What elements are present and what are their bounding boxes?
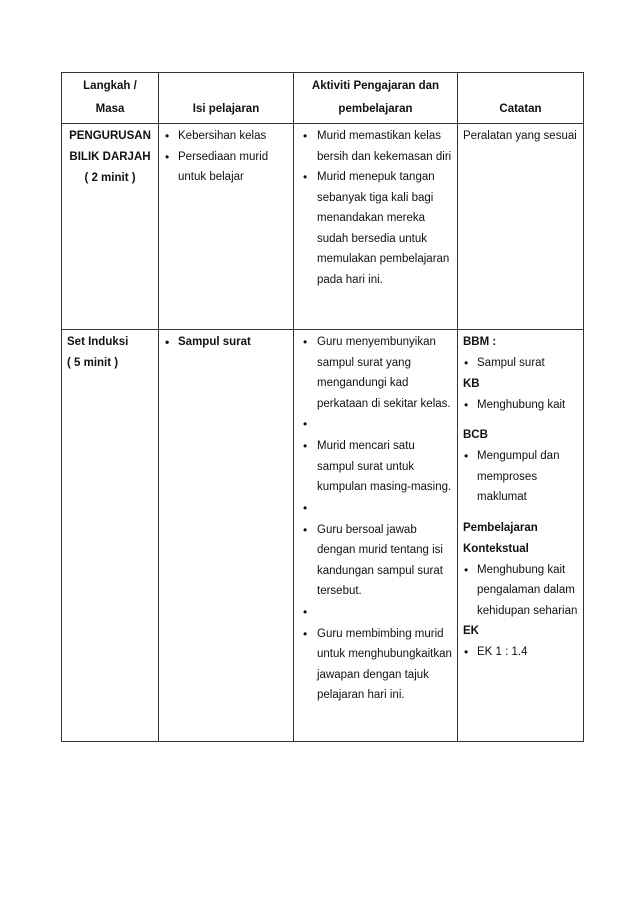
- activity-item: • Murid memastikan kelas bersih dan kekemasan diri: [299, 126, 452, 167]
- stage-duration: ( 5 minit ): [67, 357, 119, 369]
- stage-title-line1: PENGURUSAN: [69, 130, 151, 142]
- header-masa-line: Masa: [95, 103, 125, 115]
- table-row: [62, 330, 584, 742]
- content-item: • Kebersihan kelas: [164, 126, 288, 147]
- table-row: [62, 124, 584, 330]
- activity-cell: [294, 124, 458, 330]
- pk-item: • Menghubung kait pengalaman dalam kehidupan seharian: [463, 560, 578, 622]
- bbm-title: BBM :: [463, 336, 497, 348]
- header-catatan: Catatan: [458, 73, 584, 124]
- spacer: [463, 415, 578, 425]
- ek-title: EK: [463, 625, 479, 637]
- activity-item: • Murid menepuk tangan sebanyak tiga kali bagi menandakan mereka sudah bersedia untuk memulakan pembelajaran pada hari ini.: [299, 167, 452, 290]
- activity-item: • Guru bersoal jawab dengan murid tentang isi kandungan sampul surat tersebut.: [299, 520, 452, 602]
- kb-title: KB: [463, 377, 480, 390]
- notes-cell: [458, 330, 584, 742]
- activity-item: • Guru membimbing murid untuk menghubungkaitkan jawapan dengan tajuk pelajaran hari ini.: [299, 624, 452, 706]
- activity-item: • Guru menyembunyikan sampul surat yang mengandungi kad perkataan di sekitar kelas.: [299, 332, 452, 414]
- bcb-title: BCB: [463, 429, 488, 441]
- activity-cell: [294, 330, 458, 742]
- header-langkah-masa: [62, 73, 159, 124]
- pk-title-line2: Kontekstual: [463, 542, 529, 555]
- content-cell: [159, 124, 294, 330]
- stage-cell: [62, 330, 159, 742]
- notes-cell: [458, 124, 584, 330]
- lesson-plan-table: [61, 72, 584, 742]
- content-item: • Sampul surat: [164, 332, 288, 353]
- spacer: [299, 414, 452, 436]
- spacer: [299, 602, 452, 624]
- header-langkah-line: Langkah /: [83, 80, 137, 92]
- header-isi-pelajaran: Isi pelajaran: [159, 73, 294, 124]
- spacer: [299, 498, 452, 520]
- ek-item: • EK 1 : 1.4: [463, 642, 578, 663]
- bbm-item: • Sampul surat: [463, 353, 578, 374]
- header-aktiviti-line2: pembelajaran: [338, 103, 413, 115]
- stage-title: Set Induksi: [67, 336, 129, 348]
- content-cell: [159, 330, 294, 742]
- table-header-row: [62, 73, 584, 124]
- stage-title-line2: BILIK DARJAH: [69, 151, 151, 163]
- stage-duration: ( 2 minit ): [84, 172, 136, 184]
- header-aktiviti-line1: Aktiviti Pengajaran dan: [311, 80, 440, 92]
- spacer: [463, 508, 578, 518]
- bcb-item: • Mengumpul dan memproses maklumat: [463, 446, 578, 508]
- stage-cell: [62, 124, 159, 330]
- activity-item: • Murid mencari satu sampul surat untuk kumpulan masing-masing.: [299, 436, 452, 498]
- notes-text: Peralatan yang sesuai: [463, 130, 577, 142]
- content-item: • Persediaan murid untuk belajar: [164, 147, 288, 188]
- kb-item: • Menghubung kait: [463, 395, 578, 416]
- pk-title-line1: Pembelajaran: [463, 521, 538, 534]
- header-aktiviti: [294, 73, 458, 124]
